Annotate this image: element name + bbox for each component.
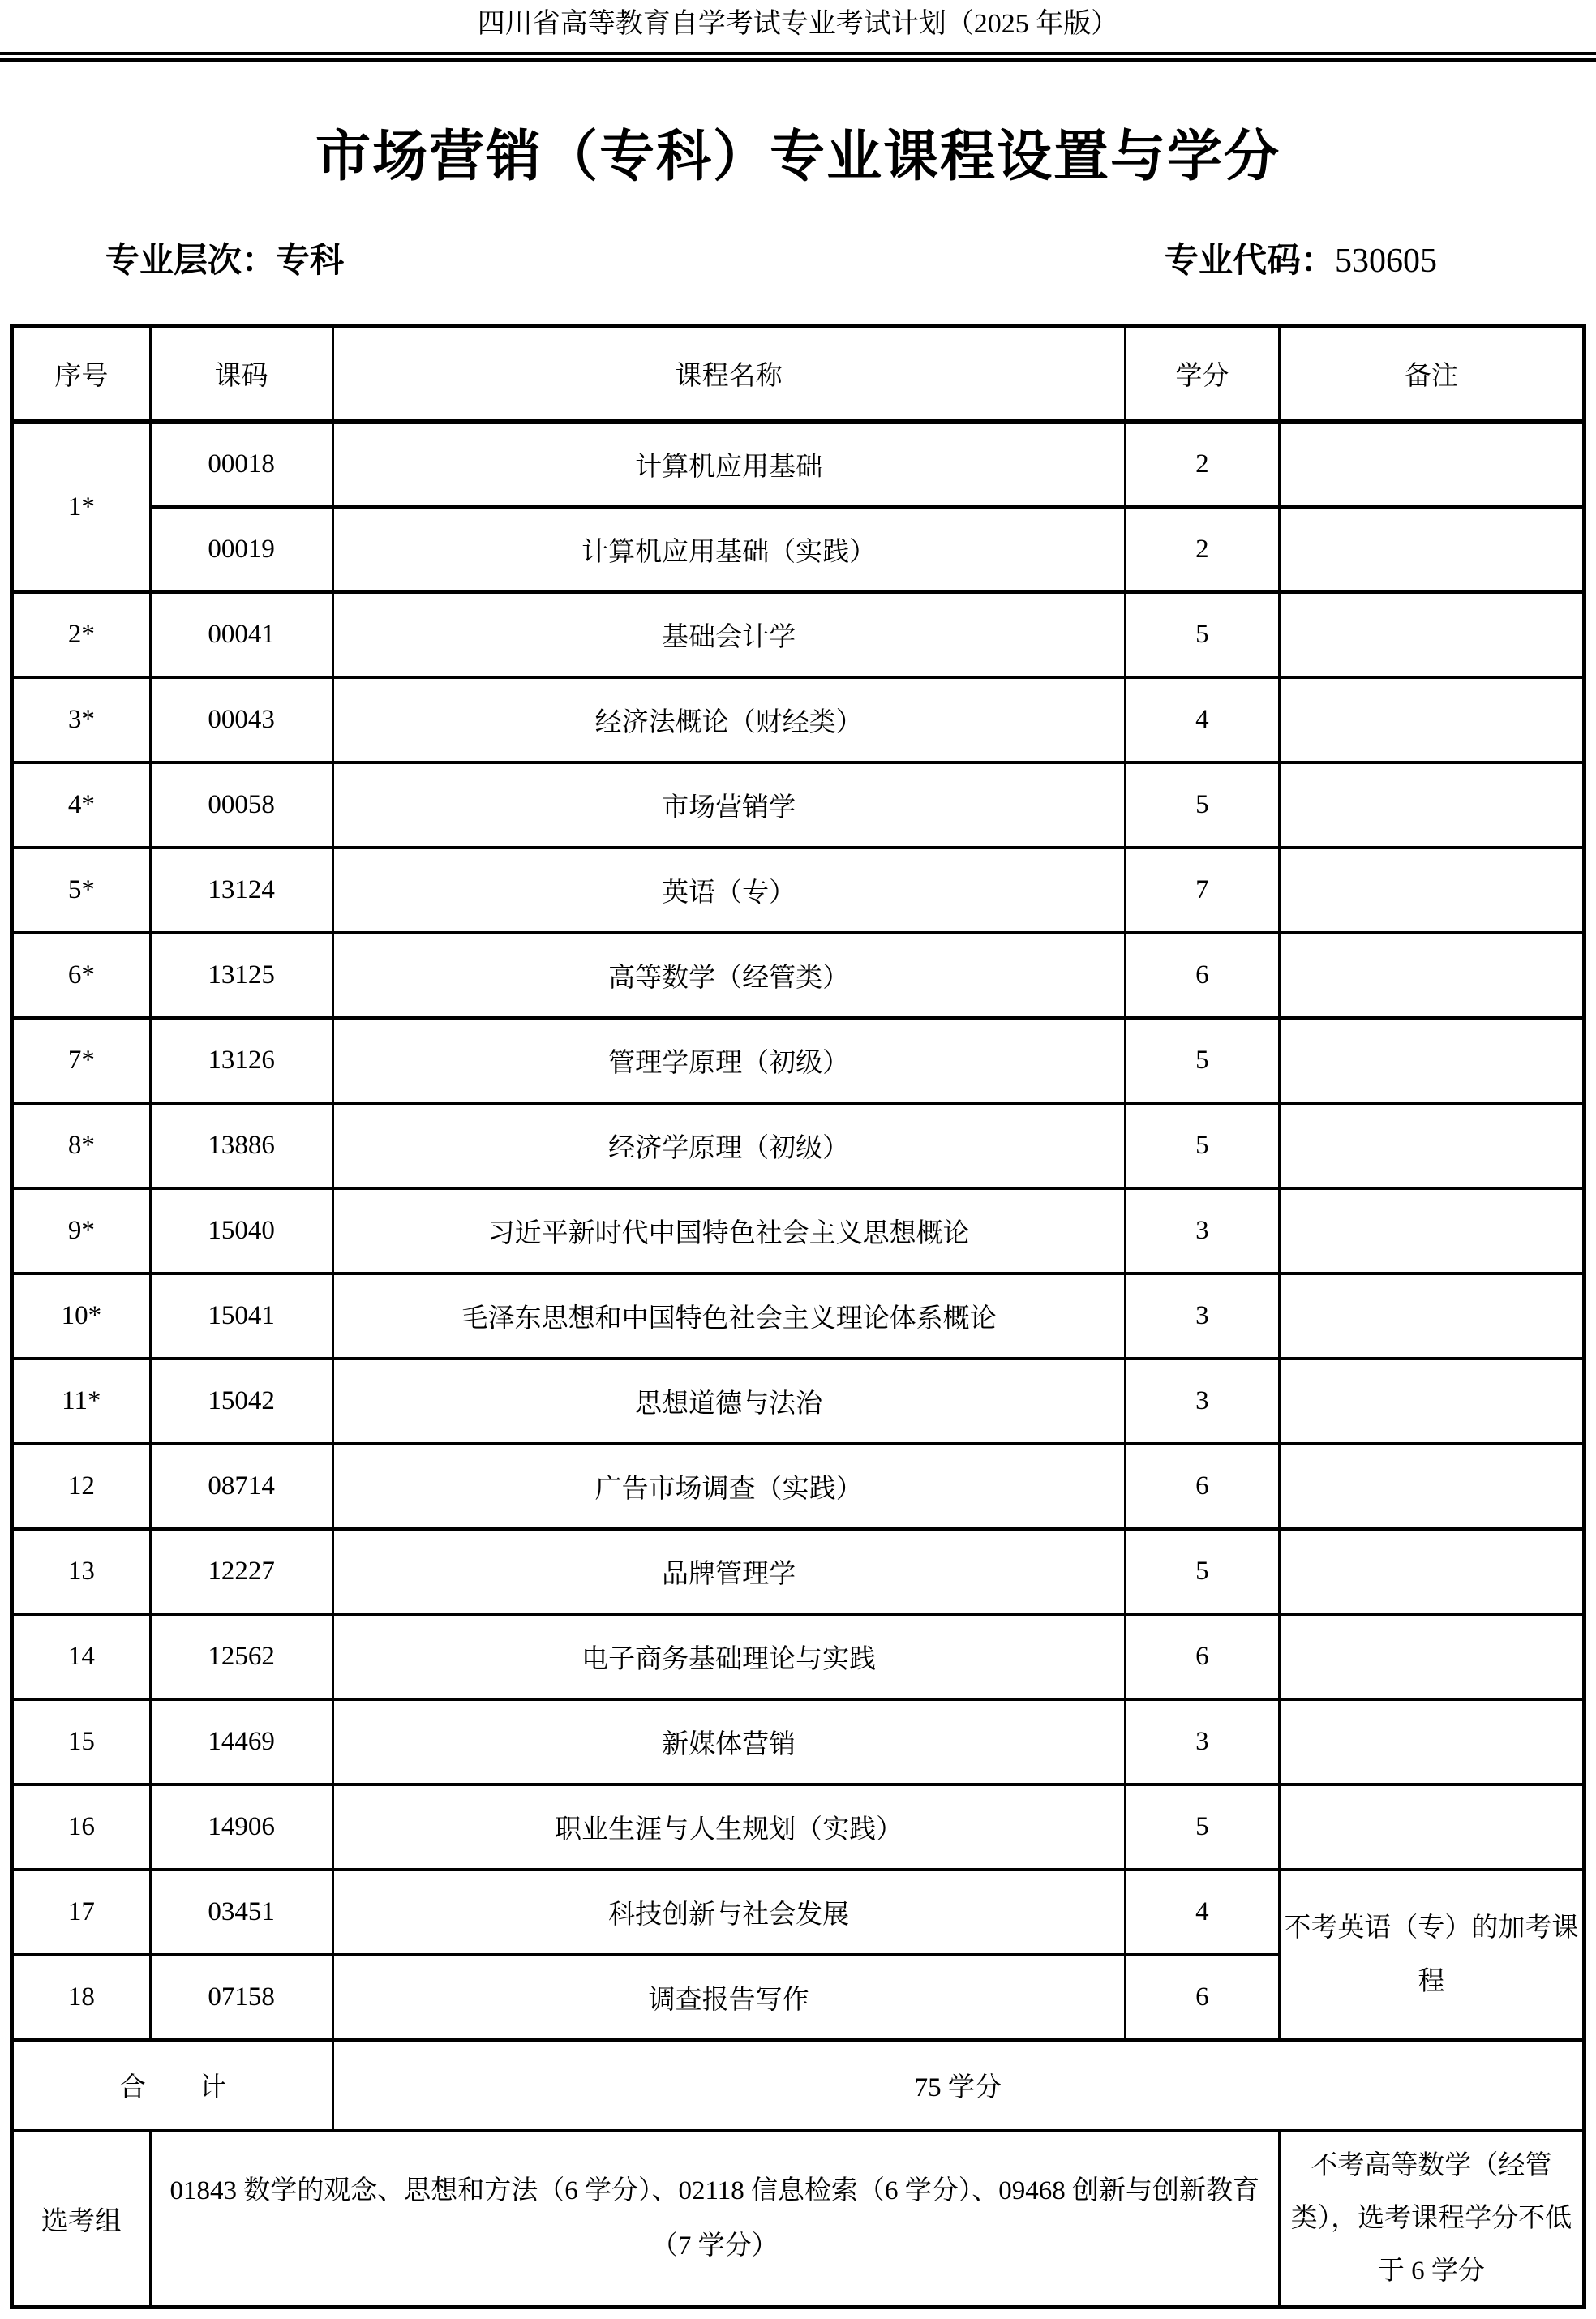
elective-group-row [12, 2131, 1585, 2308]
course-name: 基础会计学 [332, 592, 1125, 677]
total-label: 合 计 [12, 2040, 333, 2131]
course-code: 15041 [150, 1273, 332, 1359]
course-rows [12, 422, 1585, 2040]
course-note [1279, 677, 1584, 762]
course-note [1279, 1699, 1584, 1784]
course-code: 00058 [150, 762, 332, 848]
course-seq: 14 [12, 1614, 151, 1699]
course-name: 管理学原理（初级） [332, 1018, 1125, 1103]
course-credits: 5 [1125, 1103, 1279, 1188]
course-credits: 5 [1125, 1784, 1279, 1870]
course-code: 13124 [150, 848, 332, 933]
course-note [1279, 1529, 1584, 1614]
course-name: 经济法概论（财经类） [332, 677, 1125, 762]
course-credits: 4 [1125, 677, 1279, 762]
course-code: 15042 [150, 1359, 332, 1444]
course-row [12, 1529, 1585, 1614]
course-row [12, 677, 1585, 762]
course-code: 03451 [150, 1870, 332, 1955]
course-seq: 3* [12, 677, 151, 762]
summary-rows [12, 2040, 1585, 2308]
course-name: 习近平新时代中国特色社会主义思想概论 [332, 1188, 1125, 1273]
course-credits: 3 [1125, 1188, 1279, 1273]
course-code: 14906 [150, 1784, 332, 1870]
course-code: 08714 [150, 1444, 332, 1529]
course-name: 计算机应用基础（实践） [332, 507, 1125, 592]
course-credits: 5 [1125, 762, 1279, 848]
course-note [1279, 1188, 1584, 1273]
course-seq: 4* [12, 762, 151, 848]
elective-group-label: 选考组 [12, 2131, 151, 2308]
course-note [1279, 592, 1584, 677]
course-note [1279, 422, 1584, 507]
col-header-credits: 学分 [1125, 326, 1279, 422]
course-row [12, 422, 1585, 507]
course-note [1279, 762, 1584, 848]
course-credits: 4 [1125, 1870, 1279, 1955]
col-header-name: 课程名称 [332, 326, 1125, 422]
document-header: 四川省高等教育自学考试专业考试计划（2025 年版） [477, 9, 1119, 39]
course-seq: 16 [12, 1784, 151, 1870]
total-row [12, 2040, 1585, 2131]
table-header-row [12, 326, 1585, 422]
course-row [12, 848, 1585, 933]
course-name: 科技创新与社会发展 [332, 1870, 1125, 1955]
course-name: 市场营销学 [332, 762, 1125, 848]
course-row [12, 1018, 1585, 1103]
course-name: 品牌管理学 [332, 1529, 1125, 1614]
course-credits: 6 [1125, 1614, 1279, 1699]
course-credits: 2 [1125, 507, 1279, 592]
course-code: 00018 [150, 422, 332, 507]
course-row [12, 592, 1585, 677]
course-seq: 7* [12, 1018, 151, 1103]
sub-header [0, 238, 1596, 283]
course-seq: 12 [12, 1444, 151, 1529]
course-code: 00043 [150, 677, 332, 762]
course-note [1279, 1784, 1584, 1870]
course-seq: 8* [12, 1103, 151, 1188]
course-row [12, 1444, 1585, 1529]
header-divider [0, 52, 1596, 62]
course-note [1279, 507, 1584, 592]
course-seq: 9* [12, 1188, 151, 1273]
course-seq: 11* [12, 1359, 151, 1444]
course-name: 英语（专） [332, 848, 1125, 933]
course-note [1279, 1103, 1584, 1188]
course-name: 新媒体营销 [332, 1699, 1125, 1784]
course-credits: 2 [1125, 422, 1279, 507]
course-seq: 6* [12, 933, 151, 1018]
course-note [1279, 1273, 1584, 1359]
course-credits: 3 [1125, 1699, 1279, 1784]
course-credits: 7 [1125, 848, 1279, 933]
course-credits: 6 [1125, 1444, 1279, 1529]
course-credits: 3 [1125, 1359, 1279, 1444]
elective-note: 不考高等数学（经管类），选考课程学分不低于 6 学分 [1279, 2131, 1584, 2308]
course-credits: 5 [1125, 592, 1279, 677]
course-code: 13886 [150, 1103, 332, 1188]
course-row [12, 1784, 1585, 1870]
course-name: 调查报告写作 [332, 1955, 1125, 2040]
major-code [1165, 238, 1437, 283]
col-header-seq: 序号 [12, 326, 151, 422]
table-header [12, 326, 1585, 422]
major-level-label: 专业层次：专科 [105, 241, 345, 279]
course-row [12, 1870, 1585, 1955]
course-name: 经济学原理（初级） [332, 1103, 1125, 1188]
course-row [12, 1699, 1585, 1784]
course-credits: 5 [1125, 1018, 1279, 1103]
course-code: 13125 [150, 933, 332, 1018]
page-title: 市场营销（专科）专业课程设置与学分 [315, 126, 1281, 187]
course-row [12, 933, 1585, 1018]
col-header-code: 课码 [150, 326, 332, 422]
course-row [12, 762, 1585, 848]
course-note [1279, 933, 1584, 1018]
course-seq: 13 [12, 1529, 151, 1614]
major-code-value: 530605 [1335, 243, 1437, 280]
course-row [12, 1188, 1585, 1273]
course-code: 13126 [150, 1018, 332, 1103]
course-seq: 5* [12, 848, 151, 933]
course-name: 电子商务基础理论与实践 [332, 1614, 1125, 1699]
course-seq: 2* [12, 592, 151, 677]
course-code: 12562 [150, 1614, 332, 1699]
course-code: 00019 [150, 507, 332, 592]
course-name: 广告市场调查（实践） [332, 1444, 1125, 1529]
course-note [1279, 1444, 1584, 1529]
elective-course-list: 01843 数学的观念、思想和方法（6 学分）、02118 信息检索（6 学分）、09468 创新与创新教育（7 学分） [150, 2131, 1279, 2308]
course-code: 00041 [150, 592, 332, 677]
major-code-label: 专业代码： [1164, 241, 1335, 279]
course-credits: 5 [1125, 1529, 1279, 1614]
course-code: 07158 [150, 1955, 332, 2040]
course-name: 高等数学（经管类） [332, 933, 1125, 1018]
divider-bottom-line [0, 58, 1596, 62]
course-row [12, 507, 1585, 592]
course-note [1279, 1614, 1584, 1699]
total-credits: 75 学分 [332, 2040, 1584, 2131]
course-row [12, 1614, 1585, 1699]
course-name: 思想道德与法治 [332, 1359, 1125, 1444]
course-seq: 17 [12, 1870, 151, 1955]
course-note [1279, 1018, 1584, 1103]
course-note: 不考英语（专）的加考课程 [1279, 1870, 1584, 2040]
course-note [1279, 1359, 1584, 1444]
course-seq: 18 [12, 1955, 151, 2040]
course-row [12, 1103, 1585, 1188]
course-row [12, 1273, 1585, 1359]
col-header-note: 备注 [1279, 326, 1584, 422]
course-code: 15040 [150, 1188, 332, 1273]
course-credits: 6 [1125, 933, 1279, 1018]
course-table [10, 324, 1586, 2309]
course-name: 毛泽东思想和中国特色社会主义理论体系概论 [332, 1273, 1125, 1359]
course-seq: 1* [12, 422, 151, 592]
course-code: 12227 [150, 1529, 332, 1614]
course-row [12, 1359, 1585, 1444]
course-note [1279, 848, 1584, 933]
course-seq: 15 [12, 1699, 151, 1784]
course-code: 14469 [150, 1699, 332, 1784]
course-name: 计算机应用基础 [332, 422, 1125, 507]
course-credits: 3 [1125, 1273, 1279, 1359]
course-credits: 6 [1125, 1955, 1279, 2040]
course-seq: 10* [12, 1273, 151, 1359]
course-name: 职业生涯与人生规划（实践） [332, 1784, 1125, 1870]
